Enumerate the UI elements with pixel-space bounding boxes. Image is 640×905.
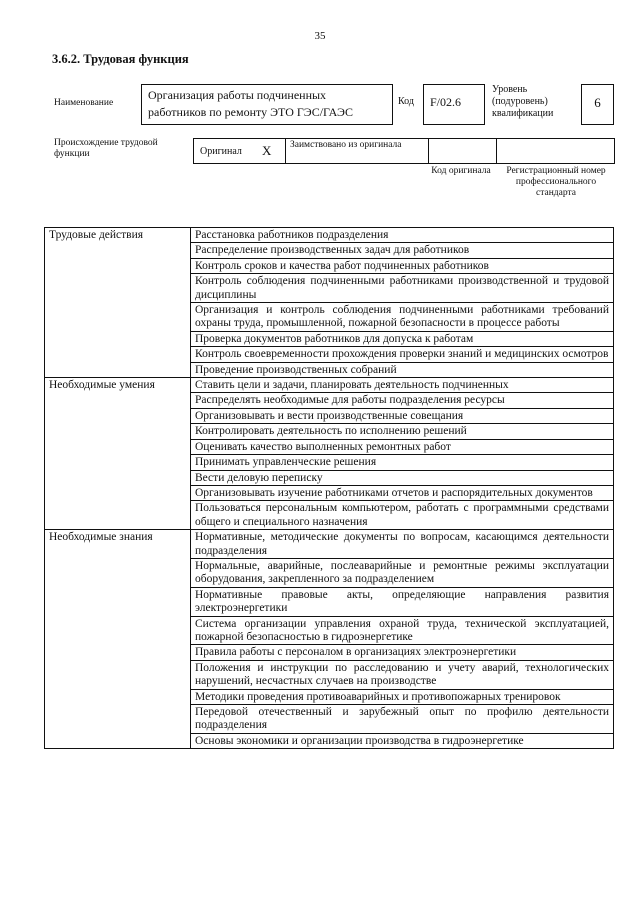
table-item: Контроль своевременности прохождения проверки знаний и медицинских осмотров [191, 347, 614, 362]
function-table [44, 227, 614, 749]
origin-row [193, 138, 615, 164]
table-item: Организовывать и вести производственные совещания [191, 408, 614, 423]
table-item: Правила работы с персоналом в организациях электроэнергетики [191, 645, 614, 660]
table-row [45, 530, 614, 559]
page-number: 35 [314, 30, 326, 42]
section-category: Трудовые действия [45, 228, 191, 378]
table-item: Распределять необходимые для работы подразделения ресурсы [191, 393, 614, 408]
function-name-box: Организация работы подчиненных работников по ремонту ЭТО ГЭС/ГАЭС [141, 84, 393, 125]
table-item: Нормальные, аварийные, послеаварийные и ремонтные режимы эксплуатации оборудования, закрепленного за подразделением [191, 558, 614, 587]
original-label: Оригинал [200, 146, 242, 157]
code-box: F/02.6 [423, 84, 485, 125]
reg-number-cell [496, 139, 615, 163]
original-cell [193, 139, 285, 163]
reg-caption: Регистрационный номер профессионального стандарта [506, 166, 606, 198]
table-row [45, 228, 614, 243]
code-label: Код [398, 96, 414, 107]
table-item: Пользоваться персональным компьютером, работать с программными средствами общего и специального назначения [191, 501, 614, 530]
table-item: Нормативные правовые акты, определяющие направления развития электроэнергетики [191, 587, 614, 616]
table-item: Расстановка работников подразделения [191, 228, 614, 243]
table-item: Положения и инструкции по расследованию и учету аварий, технологических нарушений, несчастных случаев на производстве [191, 660, 614, 689]
borrowed-cell: Заимствовано из оригинала [285, 139, 428, 163]
table-item: Организация и контроль соблюдения подчиненными работниками требований охраны труда, промышленной, пожарной безопасности в процессе работы [191, 303, 614, 332]
table-item: Организовывать изучение работниками отчетов и распорядительных документов [191, 485, 614, 500]
level-label: Уровень (подуровень) квалификации [492, 84, 554, 119]
table-item: Вести деловую переписку [191, 470, 614, 485]
table-item: Нормативные, методические документы по вопросам, касающимся деятельности подразделения [191, 530, 614, 559]
table-item: Принимать управленческие решения [191, 455, 614, 470]
table-row [45, 378, 614, 393]
code-caption: Код оригинала [431, 166, 491, 176]
original-code-cell [428, 139, 496, 163]
table-item: Распределение производственных задач для работников [191, 243, 614, 258]
table-item: Ставить цели и задачи, планировать деятельность подчиненных [191, 378, 614, 393]
table-item: Оценивать качество выполненных ремонтных работ [191, 439, 614, 454]
table-item: Система организации управления охраной труда, технической эксплуатацией, пожарной безопасностью в гидроэнергетике [191, 616, 614, 645]
table-item: Контроль сроков и качества работ подчиненных работников [191, 258, 614, 273]
name-label: Наименование [54, 98, 114, 108]
level-box: 6 [581, 84, 614, 125]
original-mark: X [262, 143, 272, 158]
origin-label: Происхождение трудовой функции [54, 138, 158, 159]
table-item: Передовой отечественный и зарубежный опыт по профилю деятельности подразделения [191, 705, 614, 734]
table-item: Проверка документов работников для допуска к работам [191, 331, 614, 346]
table-item: Методики проведения противоаварийных и противопожарных тренировок [191, 689, 614, 704]
section-category: Необходимые умения [45, 378, 191, 530]
table-item: Основы экономики и организации производства в гидроэнергетике [191, 733, 614, 748]
table-item: Контролировать деятельность по исполнению решений [191, 424, 614, 439]
table-item: Проведение производственных собраний [191, 362, 614, 377]
section-category: Необходимые знания [45, 530, 191, 749]
table-item: Контроль соблюдения подчиненными работниками производственной и трудовой дисциплины [191, 274, 614, 303]
section-title: 3.6.2. Трудовая функция [52, 52, 189, 66]
